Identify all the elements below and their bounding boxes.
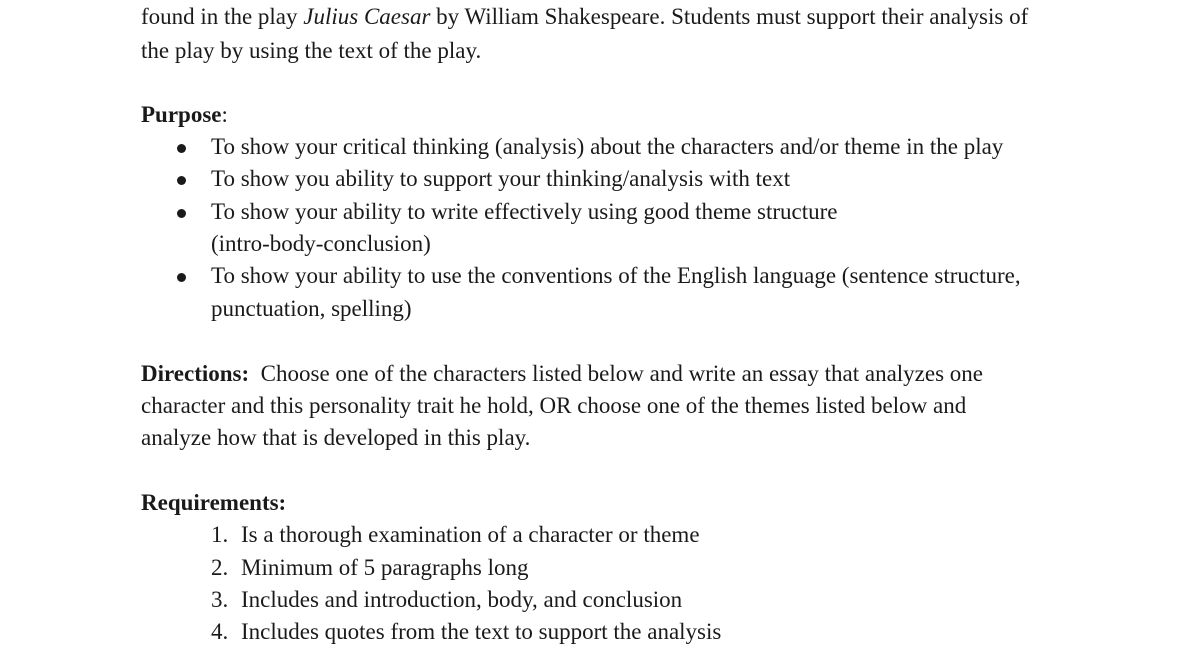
requirement-item — [0, 584, 1200, 617]
intro-text-before: found in the play — [141, 4, 304, 29]
requirement-text: Includes and introduction, body, and conclusion — [241, 587, 683, 612]
purpose-item-text: To show your critical thinking (analysis) about the characters and/or theme in the play — [211, 134, 1004, 159]
requirement-text: Includes quotes from the text to support the analysis — [241, 619, 722, 644]
purpose-item-continuation: (intro-body-conclusion) — [211, 231, 431, 256]
intro-text-after: by William Shakespeare. Students must support their analysis of — [430, 4, 1029, 29]
directions-line-3: analyze how that is developed in this play. — [141, 425, 531, 450]
requirement-item — [0, 552, 1200, 585]
bullet-dot-icon — [177, 273, 186, 282]
purpose-item — [0, 131, 1200, 164]
intro-line-2: the play by using the text of the play. — [141, 38, 482, 63]
purpose-item — [0, 196, 1200, 229]
requirements-heading: Requirements: — [141, 490, 287, 515]
requirement-text: Minimum of 5 paragraphs long — [241, 555, 529, 580]
purpose-item-text: To show you ability to support your thinking/analysis with text — [211, 166, 791, 191]
purpose-item-continuation: punctuation, spelling) — [211, 296, 412, 321]
purpose-heading — [141, 99, 228, 131]
directions-heading: Directions: — [141, 361, 250, 386]
requirement-number: 4. — [211, 619, 229, 644]
play-title: Julius Caesar — [303, 4, 431, 29]
requirement-item — [0, 616, 1200, 649]
requirement-item — [0, 519, 1200, 552]
requirement-number: 2. — [211, 555, 229, 580]
directions-text-1: Choose one of the characters listed below and write an essay that analyzes one — [249, 361, 983, 386]
bullet-dot-icon — [177, 209, 186, 218]
purpose-item-text: To show your ability to use the conventions of the English language (sentence structure, — [211, 263, 1021, 288]
purpose-item — [0, 163, 1200, 196]
purpose-item — [0, 260, 1200, 293]
bullet-dot-icon — [177, 176, 186, 185]
intro-line-1 — [141, 1, 1028, 33]
requirement-number: 1. — [211, 522, 229, 547]
directions-line-1 — [141, 358, 983, 390]
requirement-number: 3. — [211, 587, 229, 612]
directions-line-2: character and this personality trait he hold, OR choose one of the themes listed below and — [141, 393, 967, 418]
bullet-dot-icon — [177, 144, 186, 153]
purpose-heading-label: Purpose — [141, 102, 222, 127]
purpose-heading-colon: : — [221, 102, 228, 127]
requirement-text: Is a thorough examination of a character or theme — [241, 522, 700, 547]
purpose-item-text: To show your ability to write effectively using good theme structure — [211, 199, 838, 224]
